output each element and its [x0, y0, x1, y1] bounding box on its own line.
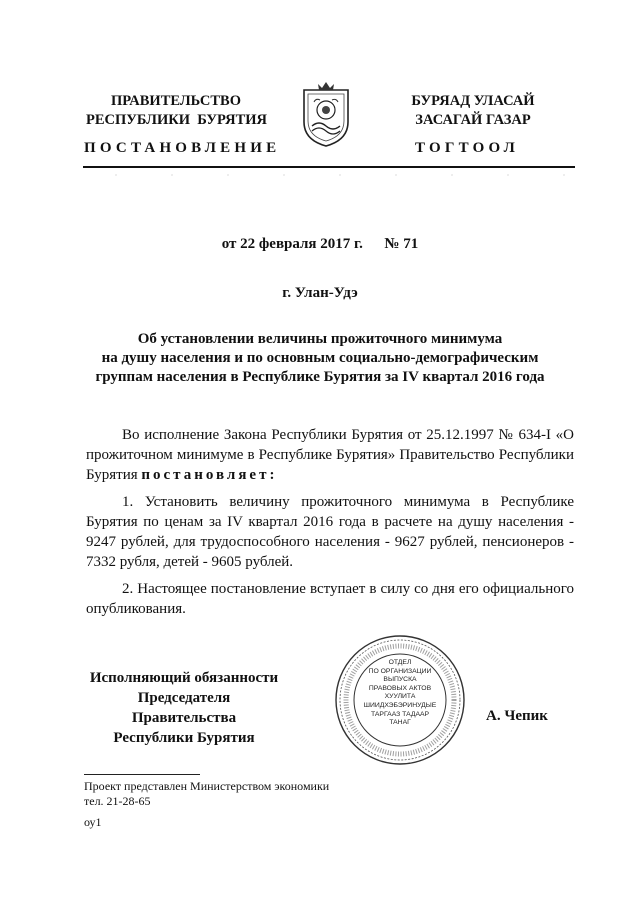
seal-line5: ХУУЛИТА: [384, 693, 416, 701]
issuer-bua-line1: БУРЯАД УЛАСАЙ: [411, 93, 535, 109]
footer-rule: [84, 774, 200, 775]
decree-number: № 71: [384, 236, 419, 252]
footer-notes: [84, 779, 329, 830]
seal-text: [355, 659, 445, 728]
footer-line1: Проект представлен Министерством экономики: [84, 779, 330, 793]
doc-type-bua: ТОГТООЛ: [415, 140, 519, 156]
city: г. Улан-Удэ: [282, 285, 358, 301]
title-line2: на душу населения и по основным социально-демографическим: [101, 350, 539, 366]
round-seal-icon: [333, 633, 467, 767]
seal-line1: ОТДЕЛ: [388, 659, 412, 666]
footer-line2: тел. 21-28-65: [84, 794, 151, 808]
decree-verb: постановляет:: [141, 467, 278, 483]
header-rule: [83, 166, 575, 168]
footer-code: оу1: [84, 815, 102, 829]
title-line3: группам населения в Республике Бурятия за IV квартал 2016 года: [95, 369, 545, 385]
seal-line7: ТАРГААЗ ТАДААР: [370, 710, 430, 718]
signatory-line3: Республики Бурятия: [113, 730, 255, 746]
issuer-ru: [86, 92, 266, 130]
date-number-line: [0, 236, 640, 253]
issuer-bua: [388, 92, 558, 130]
clause-2: 2. Настоящее постановление вступает в силу со дня его официального опубликования.: [86, 581, 574, 617]
issuer-ru-line1: ПРАВИТЕЛЬСТВО: [111, 93, 241, 109]
seal-line6: ШИИДХЭБЭРИНУДЫЕ: [363, 701, 437, 709]
signatory-line1: Исполняющий обязанности: [89, 670, 279, 686]
signatory-name: А. Чепик: [486, 708, 548, 724]
header-dotted-rule: [88, 173, 572, 177]
decree-date: от 22 февраля 2017 г.: [221, 236, 363, 252]
decree-title: [0, 330, 640, 387]
preamble-text: Во исполнение Закона Республики Бурятия от 25.12.1997 № 634-I «О прожиточном минимуме в Республике Бурятия» Правительство Республики Бурятия: [86, 427, 574, 483]
signatory-line2: Председателя Правительства: [131, 690, 237, 726]
seal-line2: ПО ОРГАНИЗАЦИИ: [368, 667, 432, 675]
seal-line3: ВЫПУСКА: [383, 676, 417, 684]
seal-line4: ПРАВОВЫХ АКТОВ: [368, 684, 432, 692]
clause-1: 1. Установить величину прожиточного минимума в Республике Бурятия по ценам за IV квартал 2016 года в расчете на душу населения - 9247 рублей, для трудоспособного населения - 9627 рублей, пенсионеров - 7332 рубля, детей - 9605 рублей.: [86, 494, 574, 570]
issuer-ru-line2: РЕСПУБЛИКИ БУРЯТИЯ: [86, 112, 268, 128]
signatory-title: [84, 668, 284, 748]
doc-type-ru: ПОСТАНОВЛЕНИЕ: [84, 140, 281, 156]
title-line1: Об установлении величины прожиточного минимума: [137, 331, 503, 347]
issuer-bua-line2: ЗАСАГАЙ ГАЗАР: [415, 112, 531, 128]
seal-line8: ТАНАГ: [389, 719, 411, 727]
preamble-paragraph: [86, 425, 574, 485]
coat-of-arms-icon: [300, 80, 352, 148]
